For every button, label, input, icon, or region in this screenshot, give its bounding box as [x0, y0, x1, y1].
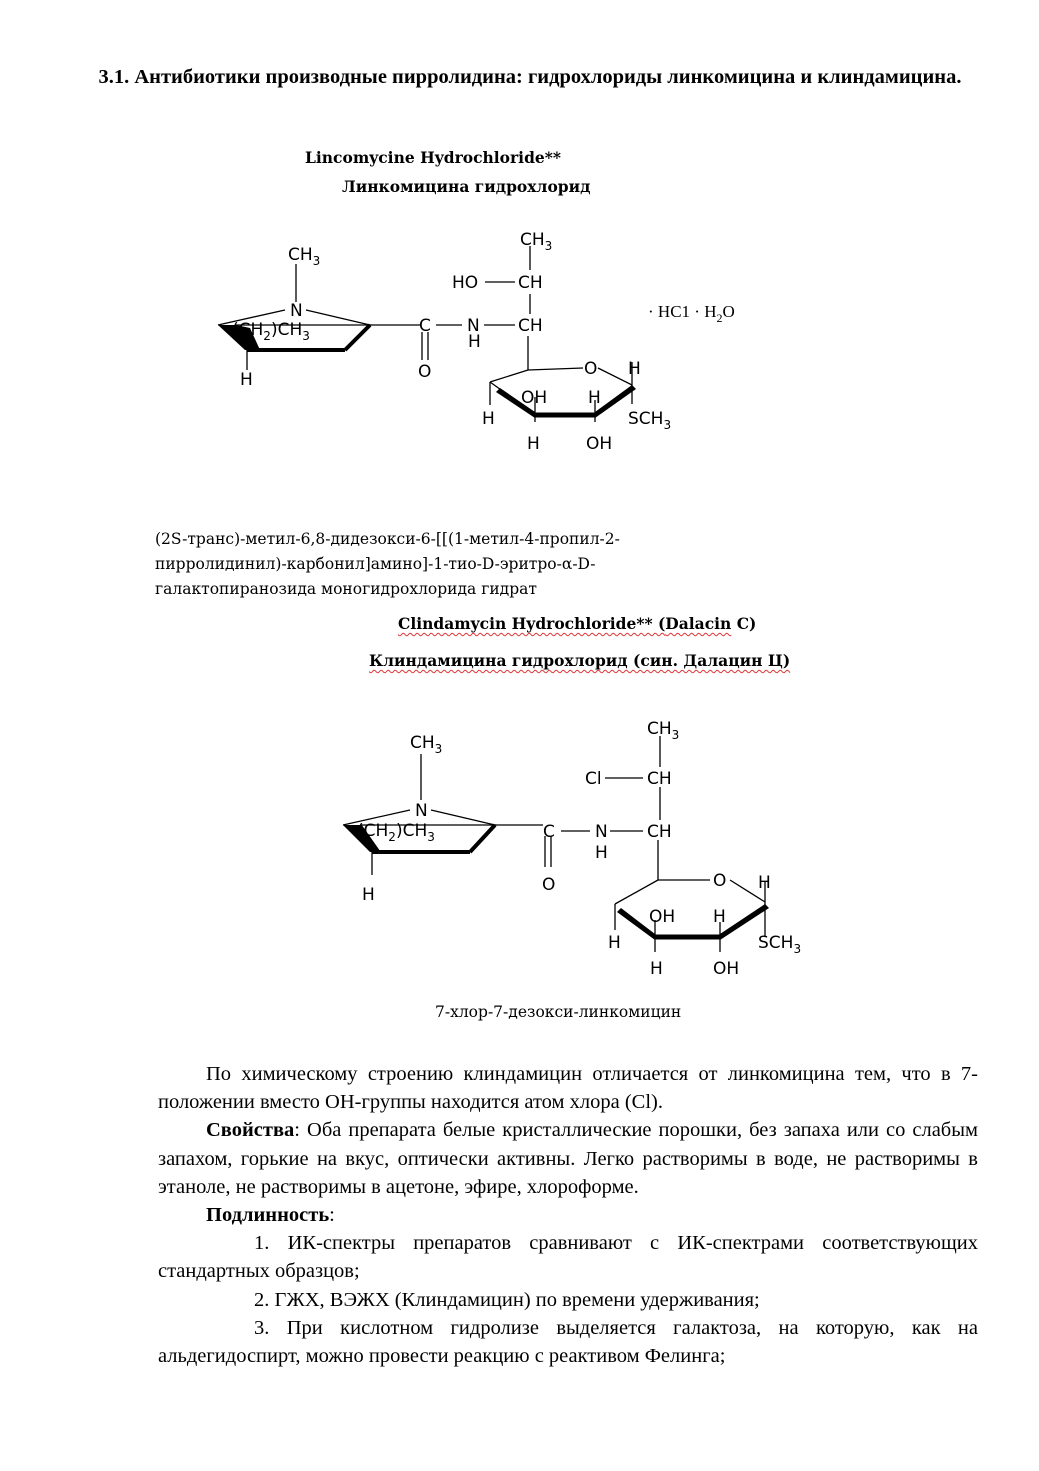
clinda-n-atom: N — [415, 801, 428, 821]
linc-h-bottom: H — [527, 434, 540, 454]
linc-h-ring: H — [240, 370, 253, 390]
linc-sch3: $SCH_3$ — [628, 409, 672, 432]
clinda-h-bottom: H — [650, 959, 663, 974]
clinda-h-ring2: H — [713, 907, 726, 927]
linc-ch3-top: $CH_3$ — [288, 245, 321, 268]
linc-amide-h: H — [468, 332, 481, 352]
linc-ring-o: O — [584, 359, 598, 379]
clinda-oh-bottom: OH — [713, 959, 740, 974]
lincomycin-title-ru: Линкомицина гидрохлорид — [342, 177, 591, 196]
paragraph-authenticity: Подлинность: — [206, 1204, 335, 1227]
linc-propyl: $(CH_2)CH_3$ — [232, 320, 310, 343]
linc-ch-lower: CH — [518, 316, 543, 336]
linc-ch3-side: $CH_3$ — [520, 230, 553, 253]
clinda-ring-o: O — [713, 871, 727, 891]
linc-n-atom: N — [290, 301, 303, 321]
list-item: 1. ИК-спектры препаратов сравнивают с ИК-спектрами соответствующих стандартных образцов; — [158, 1232, 978, 1283]
clinda-h-ring3: H — [608, 933, 621, 953]
clinda-ch3-top: $CH_3$ — [410, 733, 443, 756]
linc-salt: · $HC1 \cdot H_2O$ — [648, 302, 735, 325]
linc-carbonyl-o: O — [418, 362, 432, 382]
clinda-oh-ring: OH — [649, 907, 676, 927]
iupac-line: (2S-транс)-метил-6,8-дидезокси-6-[[(1-метил-4-пропил-2- — [155, 530, 620, 548]
clinda-cl: Cl — [585, 769, 602, 789]
clindamycin-title-ru: Клиндамицина гидрохлорид (син. Далацин Ц) — [369, 651, 791, 670]
iupac-line: пирролидинил)-карбонил]амино]-1-тио-D-эритро-α-D- — [155, 555, 596, 573]
list-item: 2. ГЖХ, ВЭЖХ (Клиндамицин) по времени удерживания; — [254, 1288, 760, 1311]
linc-amide-n: N — [467, 316, 480, 336]
linc-oh-bottom: OH — [586, 434, 613, 454]
paragraph-structure-difference: По химическому строению клиндамицин отличается от линкомицина тем, что в 7-положении вместо ОН-группы находится атом хлора (Cl). — [158, 1063, 978, 1114]
clinda-ch-lower: CH — [647, 822, 672, 842]
linc-oh-ring: OH — [521, 388, 548, 408]
authenticity-label: Подлинность — [206, 1204, 330, 1227]
clinda-h-anomeric: H — [758, 873, 771, 893]
clindamycin-title-en: Clindamycin Hydrochloride** (Dalacin C) — [398, 614, 757, 633]
linc-h-ring3: H — [482, 409, 495, 429]
clinda-h-ring: H — [362, 885, 375, 905]
linc-h-anomeric: H — [628, 359, 641, 379]
lincomycin-title-en: Lincomycine Hydrochloride** — [305, 148, 561, 167]
body-text — [158, 1060, 978, 1370]
linc-carbonyl-c: C — [419, 316, 431, 336]
paragraph-properties: Свойства: Оба препарата белые кристаллические порошки, без запаха или со слабым запахом, горькие на вкус, оптически активны. Легко растворимы в воде, не растворимы в этаноле, не растворимы в ацетоне, эфире, хлороформе. — [158, 1119, 978, 1198]
clinda-propyl: $(CH_2)CH_3$ — [357, 821, 435, 844]
clinda-amide-n: N — [595, 822, 608, 842]
clinda-ch-upper: CH — [647, 769, 672, 789]
iupac-line: галактопиранозида моногидрохлорида гидрат — [155, 580, 537, 598]
linc-ch-upper: CH — [518, 273, 543, 293]
linc-h-ring2: H — [588, 388, 601, 408]
section-heading: 3.1. Антибиотики производные пирролидина: гидрохлориды линкомицина и клиндамицина. — [98, 66, 962, 88]
clinda-sch3: $SCH_3$ — [758, 933, 802, 956]
properties-label: Свойства — [206, 1119, 295, 1142]
clindamycin-caption: 7-хлор-7-дезокси-линкомицин — [435, 1003, 682, 1021]
clindamycin-structure — [325, 712, 825, 974]
clinda-carbonyl-o: O — [542, 875, 556, 895]
clinda-amide-h: H — [595, 843, 608, 863]
lincomycin-structure — [200, 222, 760, 462]
lincomycin-iupac-name — [155, 527, 715, 602]
list-item: 3. При кислотном гидролизе выделяется галактоза, на которую, как на альдегидоспирт, можно провести реакцию с реактивом Фелинга; — [158, 1316, 978, 1368]
linc-ho: HO — [452, 273, 479, 293]
clinda-carbonyl-c: C — [543, 822, 555, 842]
clinda-ch3-side: $CH_3$ — [647, 719, 680, 742]
